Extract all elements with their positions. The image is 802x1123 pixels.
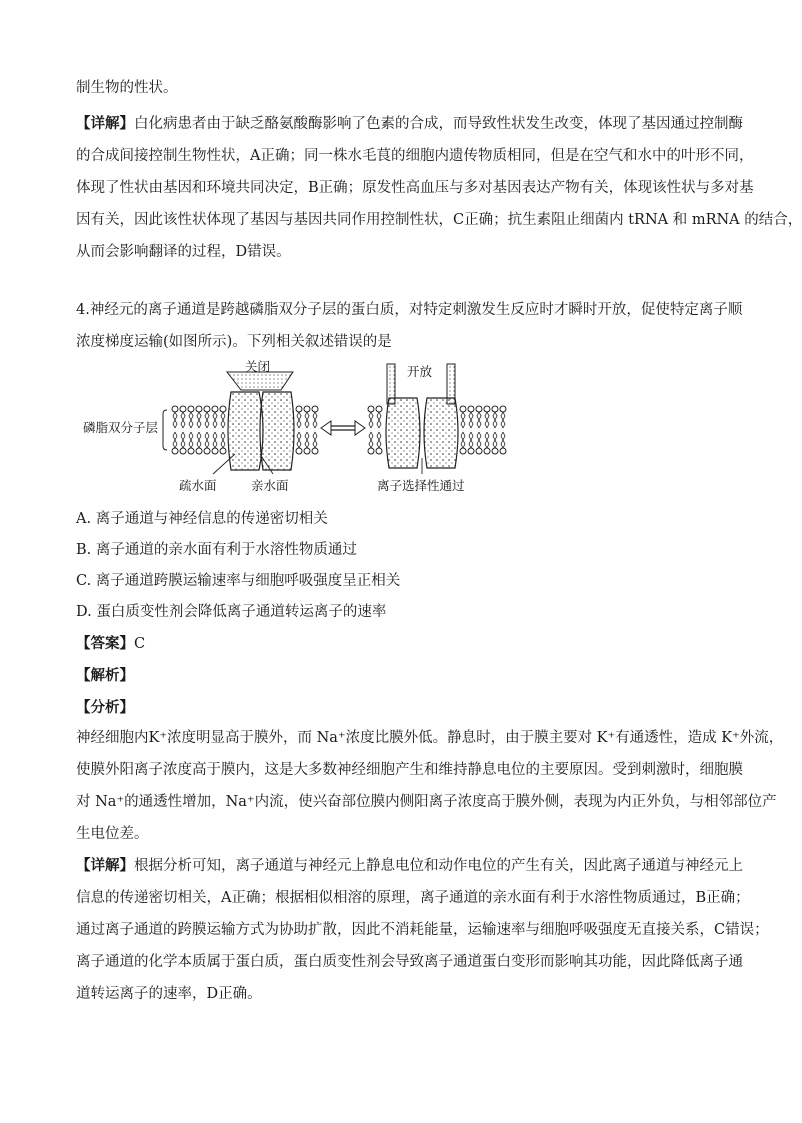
option-a: A. 离子通道与神经信息的传递密切相关 [76,511,328,527]
label-closed: 关闭 [245,359,271,374]
lipids-left-b [296,406,318,454]
question-4-stem-line-1: 4.神经元的离子通道是跨越磷脂双分子层的蛋白质，对特定刺激发生反应时才瞬时开放，促使特定离子顺 [76,302,743,318]
option-b: B. 离子通道的亲水面有利于水溶性物质通过 [76,542,357,558]
lipids-right-b [460,406,506,454]
detail-4-line-4: 离子通道的化学本质属于蛋白质，蛋白质变性剂会导致离子通道蛋白变形而影响其功能，因此降低离子通 [76,954,743,970]
detail-4-line-1: 【详解】根据分析可知，离子通道与神经元上静息电位和动作电位的产生有关，因此离子通道与神经元上 [76,857,743,874]
analysis-line-2: 使膜外阳离子浓度高于膜内，这是大多数神经细胞产生和维持静息电位的主要原因。受到刺激时，细胞膜 [76,762,743,778]
channel-protein-right [260,392,294,470]
previous-answer-tail: 制生物的性状。 [76,80,178,96]
detail-3-line-5: 从而会影响翻译的过程，D错误。 [76,244,291,260]
analysis-line-3: 对 Na⁺的通透性增加，Na⁺内流，使兴奋部位膜内侧阳离子浓度高于膜外侧，表现为内正外负，与相邻部位产 [76,794,777,810]
analysis-line-1: 神经细胞内K⁺浓度明显高于膜外，而 Na⁺浓度比膜外低。静息时，由于膜主要对 K⁺有通透性，造成 K⁺外流， [76,730,784,746]
open-protein-right [424,398,458,468]
label-open: 开放 [407,364,433,379]
detail-4-line-2: 信息的传递密切相关，A正确；根据相似相溶的原理，离子通道的亲水面有利于水溶性物质通过，B正确； [76,890,750,906]
lipids-right-a [368,406,382,454]
arrow-right [355,421,365,435]
answer-line [76,628,716,660]
arrow-left [321,421,331,435]
open-protein-left [386,398,420,468]
lipids-left-a [172,406,226,454]
analysis-line-4: 生电位差。 [76,826,149,842]
detail-3-line-2: 的合成间接控制生物性状，A正确；同一株水毛茛的细胞内遗传物质相同，但是在空气和水中的叶形不同， [76,148,754,164]
option-c: C. 离子通道跨膜运输速率与细胞呼吸强度呈正相关 [76,573,401,589]
gate-closed [227,372,293,390]
label-hydrophilic: 亲水面 [251,478,289,493]
answer-value: C [134,636,146,652]
detail-4-line-3: 通过离子通道的跨膜运输方式为协助扩散，因此不消耗能量，运输速率与细胞呼吸强度无直接关系，C错误； [76,922,769,938]
channel-protein-left [228,392,263,470]
analysis-heading: 【解析】 [76,667,134,684]
detail-3-line-4: 因有关，因此该性状体现了基因与基因共同作用控制性状，C正确；抗生素阻止细菌内 tRNA 和 mRNA 的结合， [76,212,802,228]
option-d: D. 蛋白质变性剂会降低离子通道转运离子的速率 [76,604,387,620]
label-bilayer: 磷脂双分子层 [83,420,159,435]
detail-3-line-3: 体现了性状由基因和环境共同决定，B正确；原发性高血压与多对基因表达产物有关，体现该性状与多对基 [76,180,754,196]
detail-tag: 【详解】 [76,115,134,132]
label-hydrophobic: 疏水面 [179,478,217,493]
question-4-stem-line-2: 浓度梯度运输(如图所示)。下列相关叙述错误的是 [76,334,392,350]
analysis-subheading: 【分析】 [76,699,134,716]
detail-4-line-5: 道转运离子的速率，D正确。 [76,986,262,1002]
detail-3-line-1: 【详解】白化病患者由于缺乏酪氨酸酶影响了色素的合成，而导致性状发生改变，体现了基因通过控制酶 [76,115,743,132]
answer-tag: 【答案】 [76,635,134,652]
ion-channel-diagram [83,359,525,494]
ion-channel-figure [83,359,525,494]
label-selective: 离子选择性通过 [377,478,465,493]
